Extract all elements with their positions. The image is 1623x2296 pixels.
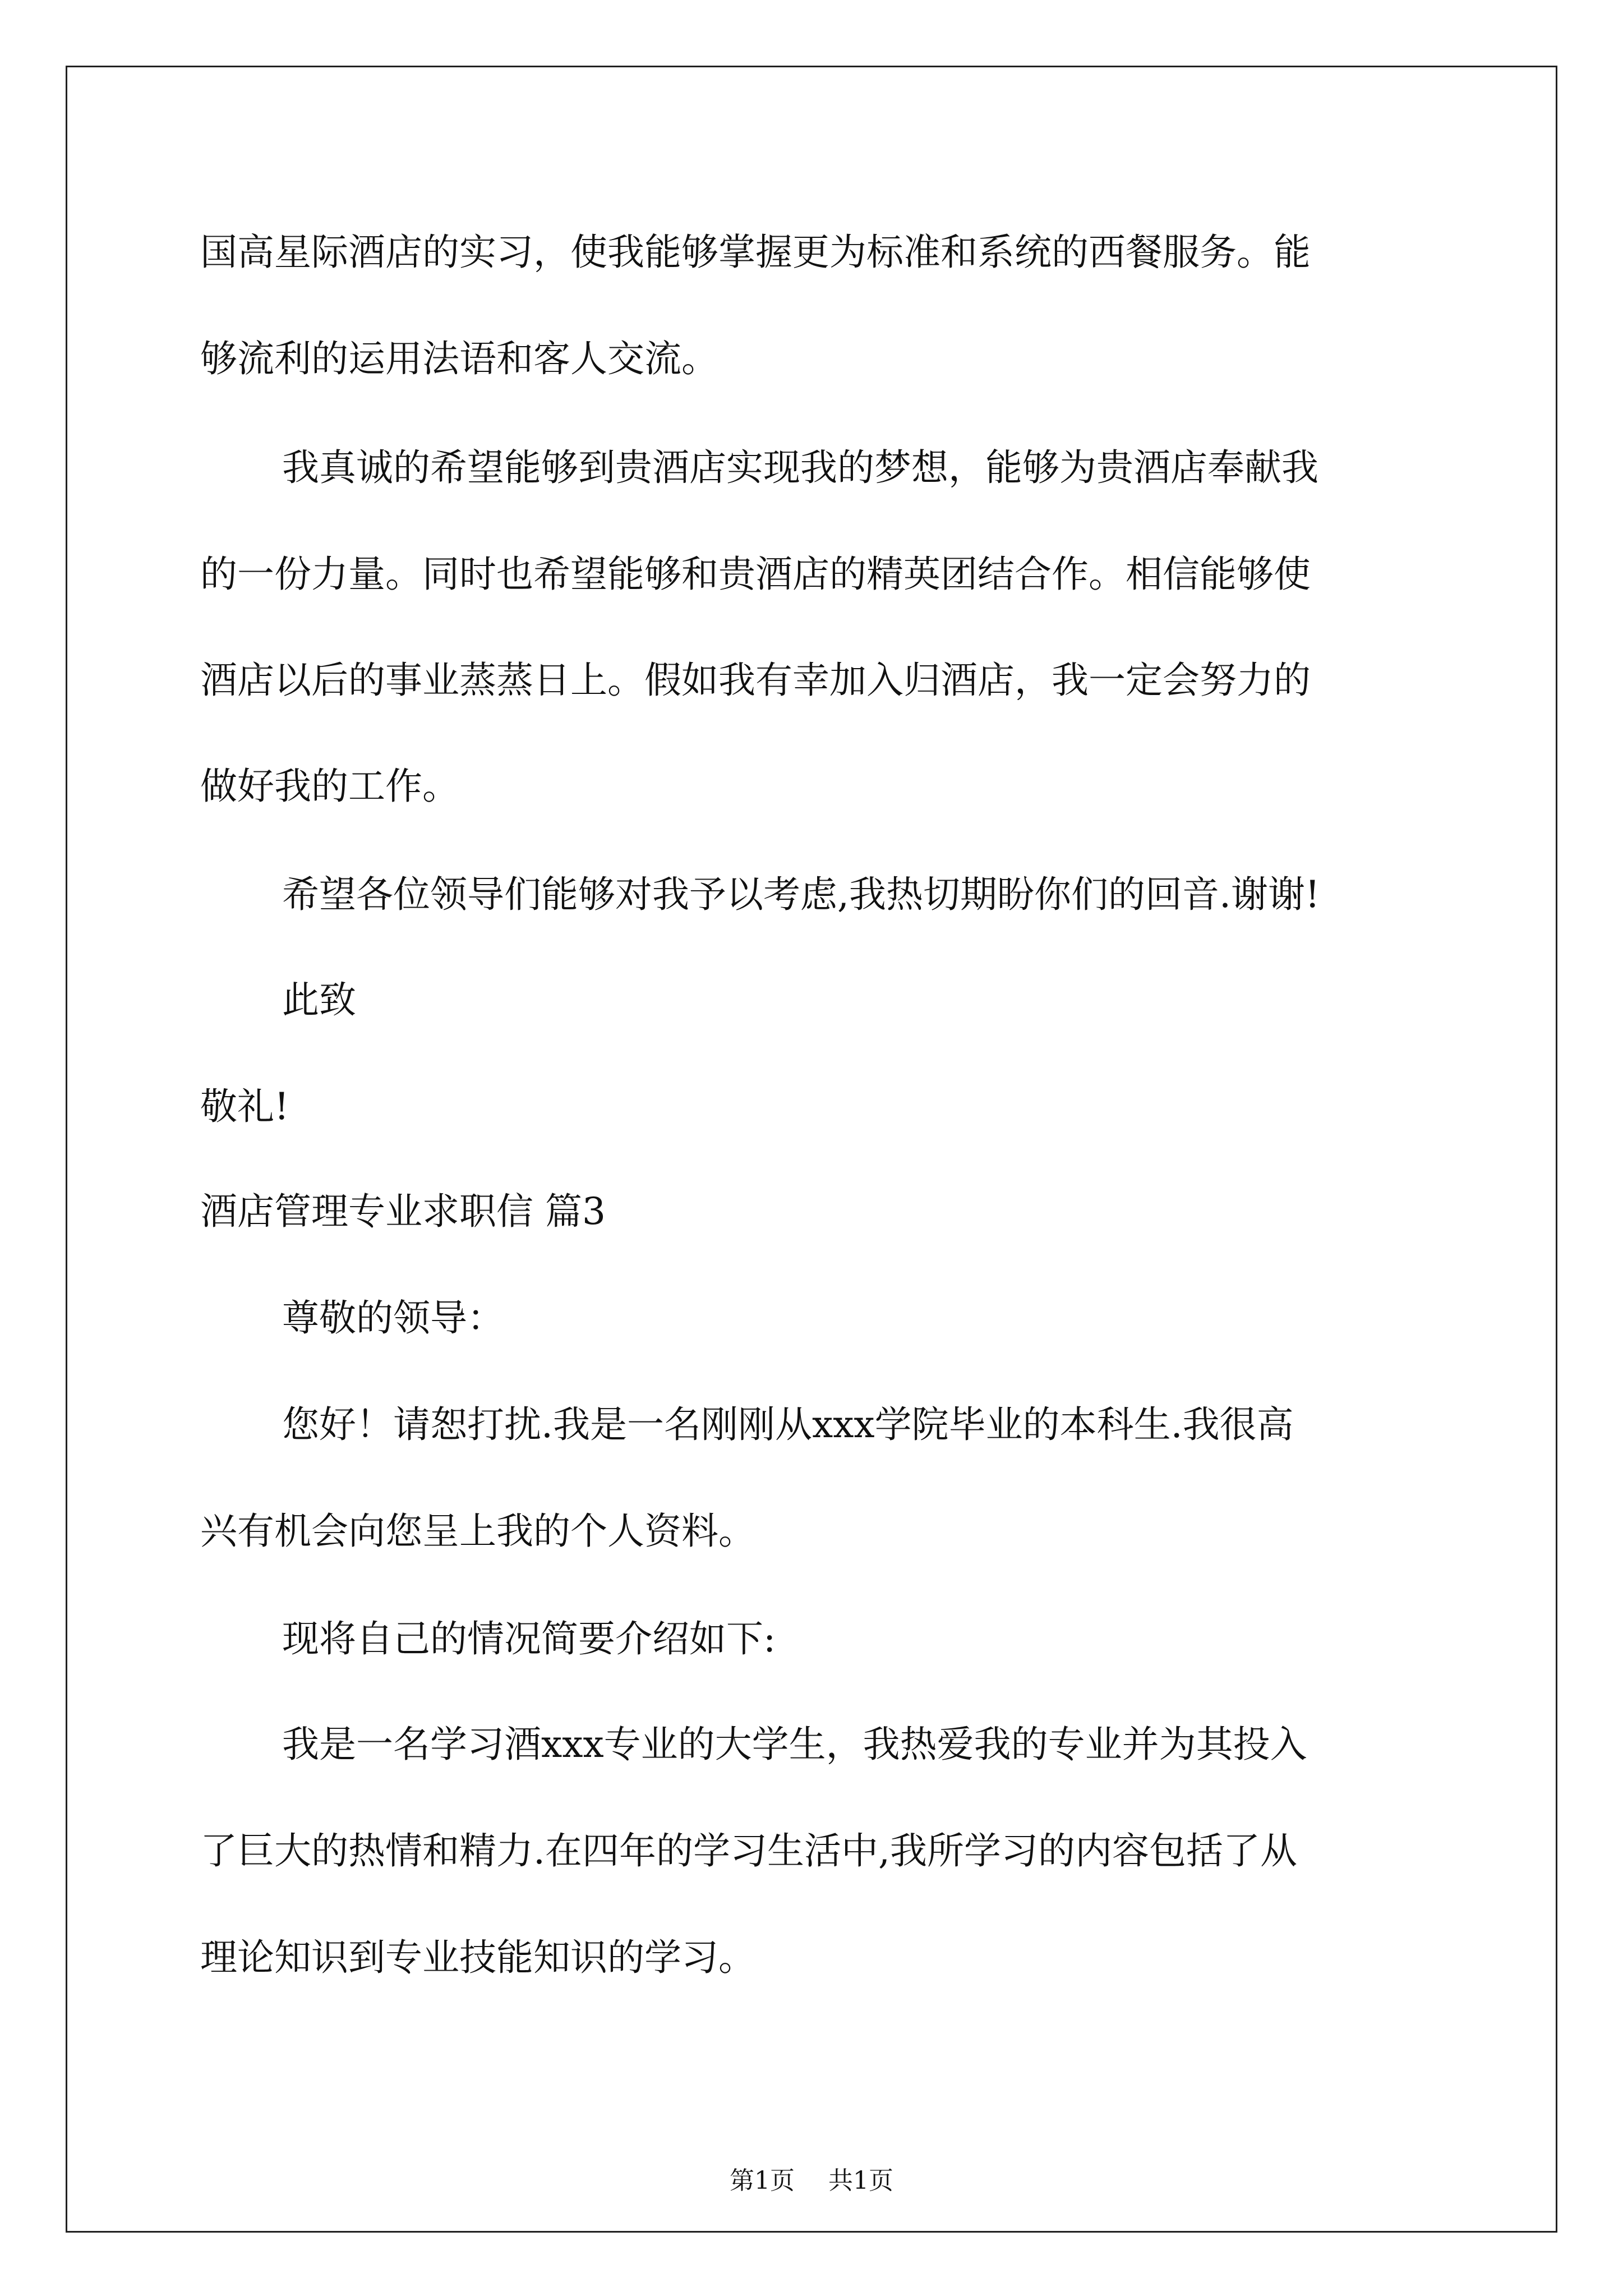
text-line: 我真诚的希望能够到贵酒店实现我的梦想，能够为贵酒店奉献我: [282, 446, 1318, 489]
text-line: 理论知识到专业技能知识的学习。: [200, 1936, 755, 1979]
page-border: [66, 66, 1557, 2233]
text-line: 酒店以后的事业蒸蒸日上。假如我有幸加入归酒店，我一定会努力的: [200, 659, 1311, 702]
text-line: 做好我的工作。: [200, 765, 459, 808]
text-line: 希望各位领导们能够对我予以考虑,我热切期盼你们的回音.谢谢!: [282, 873, 1320, 916]
text-line: 兴有机会向您呈上我的个人资料。: [200, 1510, 755, 1553]
salutation-line: 敬礼!: [200, 1085, 289, 1128]
text-line: 的一份力量。同时也希望能够和贵酒店的精英团结合作。相信能够使: [200, 553, 1311, 596]
greeting-line: 尊敬的领导：: [282, 1296, 504, 1340]
text-line: 您好！请恕打扰.我是一名刚刚从xxx学院毕业的本科生.我很高: [282, 1403, 1294, 1446]
text-line: 了巨大的热情和精力.在四年的学习生活中,我所学习的内容包括了从: [200, 1829, 1297, 1872]
page-total: 共1页: [828, 2166, 893, 2195]
page-current: 第1页: [730, 2166, 795, 2195]
text-line: 现将自己的情况简要介绍如下:: [282, 1617, 776, 1660]
page-footer: [0, 2164, 1623, 2198]
closing-line: 此致: [282, 978, 356, 1022]
section-heading: 酒店管理专业求职信 篇3: [200, 1190, 606, 1233]
text-line: 国高星际酒店的实习，使我能够掌握更为标准和系统的西餐服务。能: [200, 231, 1311, 274]
text-line: 我是一名学习酒xxx专业的大学生，我热爱我的专业并为其投入: [282, 1723, 1307, 1766]
text-line: 够流利的运用法语和客人交流。: [200, 337, 718, 380]
